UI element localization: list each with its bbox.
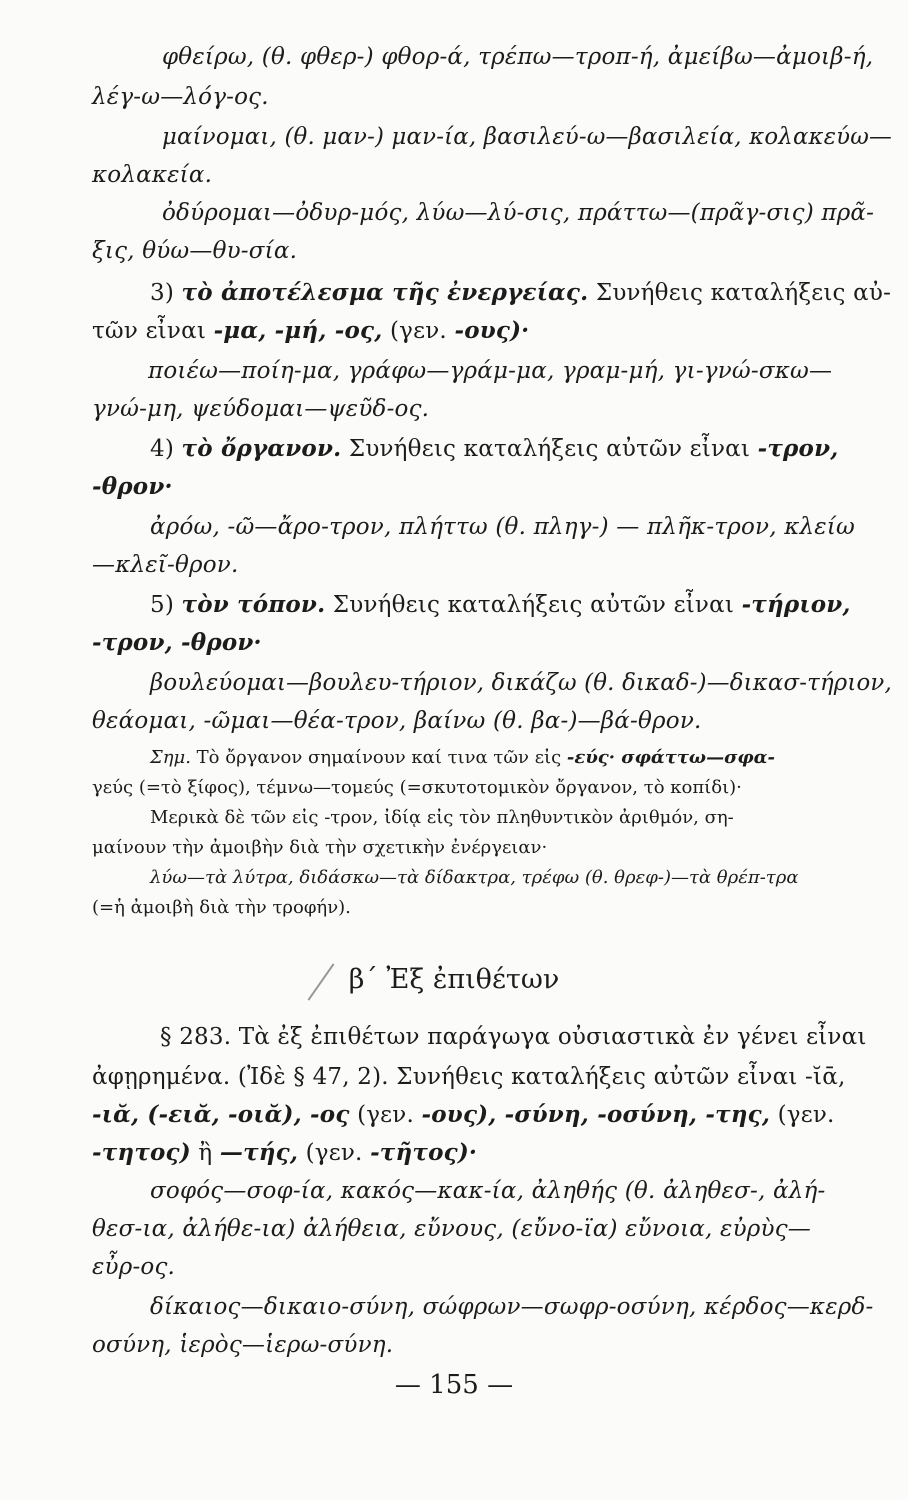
text-line: -θρον·: [92, 473, 173, 500]
text-span: τῶν εἶναι: [92, 318, 207, 344]
text-span: (γεν.: [357, 1102, 414, 1128]
note-label: Σημ.: [150, 747, 191, 768]
ending-span: -τρον,: [757, 435, 839, 462]
note-line: γεύς (=τὸ ξίφος), τέμνω—τομεύς (=σκυτοτομικὸν ὄργανον, τὸ κοπίδι)·: [92, 777, 742, 798]
ending-span: -τῆτος)·: [370, 1139, 478, 1166]
ending-span: -τήριον,: [741, 591, 851, 618]
text-line: ὀδύρομαι—ὀδυρ-μός, λύω—λύ-σις, πράττω—(πρᾶγ-σις) πρᾶ-: [162, 200, 875, 226]
page-number: — 155 —: [394, 1370, 514, 1400]
text-line: εὖρ-ος.: [92, 1254, 176, 1280]
ending-span: —τής,: [219, 1139, 299, 1166]
paragraph-line: [92, 1138, 477, 1168]
text-line: θεάομαι, -ῶμαι—θέα-τρον, βαίνω (θ. βα-)—βά-θρον.: [92, 708, 702, 734]
text-line: λέγ-ω—λόγ-ος.: [92, 84, 269, 110]
section-3-line: [150, 278, 891, 308]
text-line: κολακεία.: [92, 162, 213, 188]
section-4-line: [150, 434, 838, 464]
note-line: Μερικὰ δὲ τῶν εἰς -τρον, ἰδίᾳ εἰς τὸν πληθυντικὸν ἀριθμόν, ση-: [150, 807, 734, 828]
note-line: μαίνουν τὴν ἀμοιβὴν διὰ τὴν σχετικὴν ἐνέργειαν·: [92, 837, 548, 858]
text-line: μαίνομαι, (θ. μαν-) μαν-ία, βασιλεύ-ω—βασιλεία, κολακεύω—: [162, 124, 893, 150]
section-title: τὸ ὄργανον.: [181, 435, 342, 462]
text-span: Συνήθεις καταλήξεις αὐτῶν εἶναι: [332, 592, 735, 618]
text-line: φθείρω, (θ. φθερ-) φθορ-ά, τρέπω—τροπ-ή, ἀμείβω—ἀμοιβ-ή,: [162, 44, 874, 70]
text-span: (γεν.: [305, 1140, 363, 1166]
section-heading: β΄ Ἐξ ἐπιθέτων: [348, 964, 560, 995]
note-line: λύω—τὰ λύτρα, διδάσκω—τὰ δίδακτρα, τρέφω (θ. θρεφ-)—τὰ θρέπ-τρα: [150, 867, 799, 888]
text-line: σοφός—σοφ-ία, κακός—κακ-ία, ἀληθής (θ. ἀληθεσ-, ἀλή-: [150, 1178, 826, 1204]
ending-span: -ιᾰ, (-ειᾰ, -οιᾰ), -ος: [92, 1101, 350, 1128]
paragraph-line: § 283. Τὰ ἐξ ἐπιθέτων παράγωγα οὐσιαστικὰ ἐν γένει εἶναι: [160, 1024, 867, 1050]
text-span: Συνήθεις καταλήξεις αὐτῶν εἶναι: [348, 436, 751, 462]
text-line: βουλεύομαι—βουλευ-τήριον, δικάζω (θ. δικαδ-)—δικασ-τήριον,: [150, 670, 892, 696]
section-number: 5): [150, 592, 175, 618]
text-line: ἀρόω, -ῶ—ἄρο-τρον, πλήττω (θ. πληγ-) — πλῆκ-τρον, κλείω: [150, 514, 855, 540]
text-line: θεσ-ια, ἀλήθε-ια) ἀλήθεια, εὔνους, (εὔνο-ϊα) εὔνοια, εὐρὺς—: [92, 1216, 811, 1242]
text-span: Συνήθεις καταλήξεις αὐ-: [595, 280, 892, 306]
section-title: τὸ ἀποτέλεσμα τῆς ἐνεργείας.: [181, 279, 589, 306]
section-number: 3): [150, 280, 175, 306]
note-line: (=ἡ ἀμοιβὴ διὰ τὴν τροφήν).: [92, 897, 351, 918]
text-span: (γεν.: [390, 318, 447, 344]
text-line: γνώ-μη, ψεύδομαι—ψεῦδ-ος.: [92, 396, 430, 422]
text-line: ξις, θύω—θυ-σία.: [92, 238, 298, 264]
text-line: οσύνη, ἱερὸς—ἱερω-σύνη.: [92, 1332, 394, 1358]
text-line: δίκαιος—δικαιο-σύνη, σώφρων—σωφρ-οσύνη, κέρδος—κερδ-: [150, 1294, 874, 1320]
note-line: [150, 746, 775, 770]
section-number: 4): [150, 436, 175, 462]
ending-span: -μα, -μή, -ος,: [213, 317, 383, 344]
text-line: ποιέω—ποίη-μα, γράφω—γράμ-μα, γραμ-μή, γι-γνώ-σκω—: [148, 358, 833, 384]
ending-span: -ους)·: [454, 317, 530, 344]
paragraph-line: [92, 1100, 835, 1130]
text-span: Τὸ ὄργανον σημαίνουν καί τινα τῶν εἰς: [196, 747, 562, 768]
text-span: ἢ: [198, 1140, 213, 1166]
paragraph-line: ἀφῃρημένα. (Ἰδὲ § 47, 2). Συνήθεις καταλήξεις αὐτῶν εἶναι -ῐᾱ,: [92, 1064, 846, 1090]
ending-span: -ους), -σύνη, -οσύνη, -της,: [421, 1101, 771, 1128]
text-line: —κλεῖ-θρον.: [92, 552, 239, 578]
ending-span: -τητος): [92, 1139, 191, 1166]
section-title: τὸν τόπον.: [181, 591, 326, 618]
text-span: -εύς· σφάττω—σφα-: [566, 747, 775, 768]
text-line: -τρον, -θρον·: [92, 629, 262, 656]
section-5-line: [150, 590, 851, 620]
text-span: (γεν.: [777, 1102, 835, 1128]
text-line: [92, 316, 529, 346]
